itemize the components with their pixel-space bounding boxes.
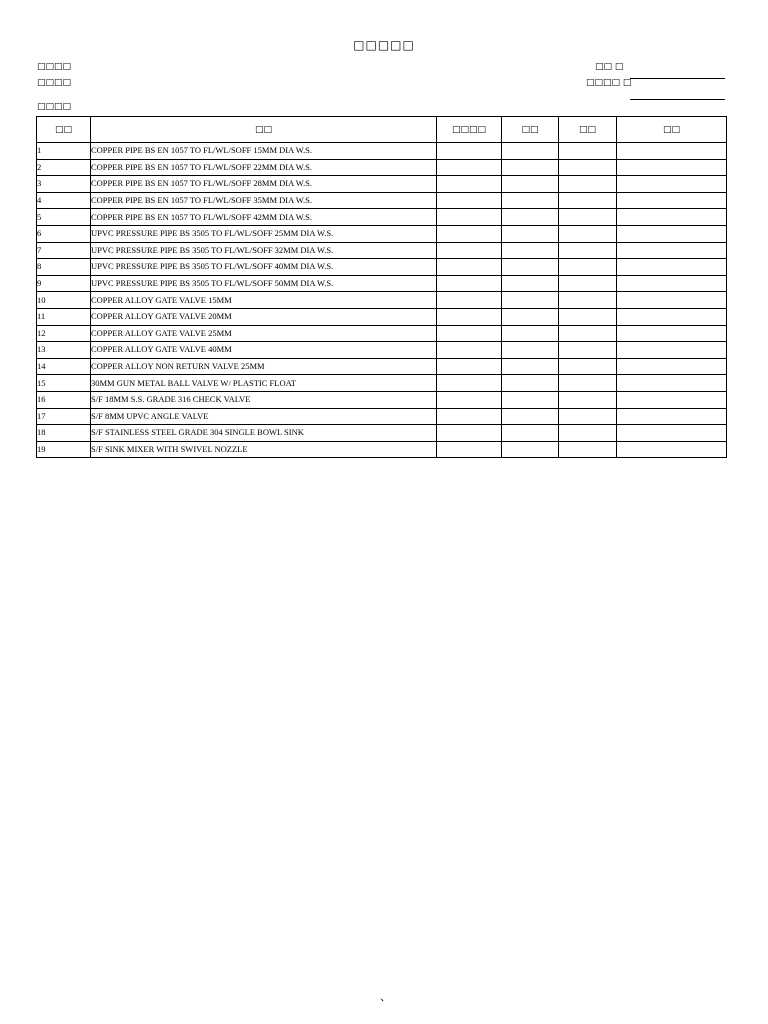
unit-cell: [502, 425, 559, 442]
unit-cell: [502, 391, 559, 408]
item-number-cell: 16: [37, 391, 91, 408]
header-label-2: □□□□: [37, 78, 72, 88]
column-header-description: □□: [91, 117, 437, 143]
table-row: [37, 308, 727, 325]
item-number-cell: 3: [37, 176, 91, 193]
rate-cell: [559, 408, 617, 425]
rate-cell: [559, 342, 617, 359]
item-number-cell: 6: [37, 225, 91, 242]
fill-in-line-1: [630, 78, 725, 79]
item-number-cell: 10: [37, 292, 91, 309]
item-description-cell: S/F STAINLESS STEEL GRADE 304 SINGLE BOWL SINK: [91, 425, 437, 442]
quantity-cell: [437, 143, 502, 160]
item-number-cell: 15: [37, 375, 91, 392]
unit-cell: [502, 209, 559, 226]
rate-cell: [559, 358, 617, 375]
quantity-cell: [437, 342, 502, 359]
amount-cell: [617, 441, 727, 458]
rate-cell: [559, 375, 617, 392]
rate-cell: [559, 176, 617, 193]
quantity-cell: [437, 292, 502, 309]
amount-cell: [617, 176, 727, 193]
footer-mark: 、: [380, 991, 391, 1003]
rate-cell: [559, 391, 617, 408]
rate-cell: [559, 242, 617, 259]
table-body: [37, 143, 727, 458]
table-row: [37, 325, 727, 342]
table-row: [37, 192, 727, 209]
item-description-cell: UPVC PRESSURE PIPE BS 3505 TO FL/WL/SOFF 32MM DIA W.S.: [91, 242, 437, 259]
table-row: [37, 259, 727, 276]
column-header-quantity: □□□□: [437, 117, 502, 143]
item-description-cell: COPPER PIPE BS EN 1057 TO FL/WL/SOFF 42MM DIA W.S.: [91, 209, 437, 226]
quantity-cell: [437, 225, 502, 242]
table-row: [37, 408, 727, 425]
table-row: [37, 209, 727, 226]
quantity-cell: [437, 176, 502, 193]
quantity-cell: [437, 441, 502, 458]
item-description-cell: COPPER ALLOY GATE VALVE 25MM: [91, 325, 437, 342]
amount-cell: [617, 275, 727, 292]
amount-cell: [617, 375, 727, 392]
item-number-cell: 8: [37, 259, 91, 276]
unit-cell: [502, 325, 559, 342]
table-row: [37, 391, 727, 408]
quantity-cell: [437, 209, 502, 226]
item-number-cell: 13: [37, 342, 91, 359]
quantity-cell: [437, 192, 502, 209]
rate-cell: [559, 275, 617, 292]
item-number-cell: 9: [37, 275, 91, 292]
amount-cell: [617, 209, 727, 226]
amount-cell: [617, 425, 727, 442]
header-label-1: □□□□: [37, 62, 72, 72]
quantity-cell: [437, 242, 502, 259]
amount-cell: [617, 143, 727, 160]
unit-cell: [502, 292, 559, 309]
table-row: [37, 176, 727, 193]
column-header-unit: □□: [502, 117, 559, 143]
unit-cell: [502, 441, 559, 458]
quantity-cell: [437, 408, 502, 425]
amount-cell: [617, 342, 727, 359]
unit-cell: [502, 159, 559, 176]
rate-cell: [559, 259, 617, 276]
table-row: [37, 143, 727, 160]
table-row: [37, 159, 727, 176]
item-number-cell: 19: [37, 441, 91, 458]
header-label-3: □□□□: [37, 102, 72, 112]
quantity-cell: [437, 275, 502, 292]
amount-cell: [617, 292, 727, 309]
unit-cell: [502, 375, 559, 392]
table-row: [37, 425, 727, 442]
amount-cell: [617, 308, 727, 325]
item-description-cell: COPPER ALLOY GATE VALVE 20MM: [91, 308, 437, 325]
item-description-cell: COPPER PIPE BS EN 1057 TO FL/WL/SOFF 35MM DIA W.S.: [91, 192, 437, 209]
rate-cell: [559, 441, 617, 458]
amount-cell: [617, 159, 727, 176]
unit-cell: [502, 242, 559, 259]
table-row: [37, 275, 727, 292]
item-description-cell: UPVC PRESSURE PIPE BS 3505 TO FL/WL/SOFF 50MM DIA W.S.: [91, 275, 437, 292]
table-header-row: [37, 117, 727, 143]
item-number-cell: 17: [37, 408, 91, 425]
amount-cell: [617, 225, 727, 242]
item-description-cell: COPPER ALLOY GATE VALVE 40MM: [91, 342, 437, 359]
header-right-label-2: □□□□ □: [586, 78, 632, 88]
amount-cell: [617, 408, 727, 425]
table-row: [37, 342, 727, 359]
rate-cell: [559, 159, 617, 176]
amount-cell: [617, 358, 727, 375]
item-description-cell: COPPER PIPE BS EN 1057 TO FL/WL/SOFF 15MM DIA W.S.: [91, 143, 437, 160]
item-number-cell: 2: [37, 159, 91, 176]
item-number-cell: 18: [37, 425, 91, 442]
rate-cell: [559, 308, 617, 325]
column-header-amount: □□: [617, 117, 727, 143]
unit-cell: [502, 308, 559, 325]
rate-cell: [559, 292, 617, 309]
item-description-cell: COPPER ALLOY GATE VALVE 15MM: [91, 292, 437, 309]
item-description-cell: S/F SINK MIXER WITH SWIVEL NOZZLE: [91, 441, 437, 458]
item-number-cell: 7: [37, 242, 91, 259]
amount-cell: [617, 242, 727, 259]
unit-cell: [502, 143, 559, 160]
amount-cell: [617, 391, 727, 408]
rate-cell: [559, 192, 617, 209]
page-title: □□□□□: [353, 38, 415, 52]
unit-cell: [502, 259, 559, 276]
unit-cell: [502, 192, 559, 209]
column-header-rate: □□: [559, 117, 617, 143]
quantity-cell: [437, 358, 502, 375]
item-description-cell: COPPER PIPE BS EN 1057 TO FL/WL/SOFF 22MM DIA W.S.: [91, 159, 437, 176]
table-row: [37, 358, 727, 375]
header-right-label-1: □□ □: [595, 62, 624, 72]
table-row: [37, 441, 727, 458]
item-description-cell: UPVC PRESSURE PIPE BS 3505 TO FL/WL/SOFF 40MM DIA W.S.: [91, 259, 437, 276]
quantity-cell: [437, 159, 502, 176]
unit-cell: [502, 275, 559, 292]
quantity-cell: [437, 308, 502, 325]
table-row: [37, 292, 727, 309]
item-number-cell: 5: [37, 209, 91, 226]
rate-cell: [559, 325, 617, 342]
rate-cell: [559, 209, 617, 226]
item-description-cell: 30MM GUN METAL BALL VALVE W/ PLASTIC FLOAT: [91, 375, 437, 392]
item-number-cell: 12: [37, 325, 91, 342]
item-number-cell: 14: [37, 358, 91, 375]
items-table: [36, 116, 727, 458]
item-number-cell: 4: [37, 192, 91, 209]
quantity-cell: [437, 259, 502, 276]
fill-in-line-2: [630, 99, 725, 100]
column-header-no: □□: [37, 117, 91, 143]
item-number-cell: 1: [37, 143, 91, 160]
quantity-cell: [437, 391, 502, 408]
table-row: [37, 242, 727, 259]
table-row: [37, 225, 727, 242]
unit-cell: [502, 358, 559, 375]
unit-cell: [502, 408, 559, 425]
rate-cell: [559, 425, 617, 442]
rate-cell: [559, 143, 617, 160]
unit-cell: [502, 342, 559, 359]
quantity-cell: [437, 325, 502, 342]
item-number-cell: 11: [37, 308, 91, 325]
unit-cell: [502, 225, 559, 242]
amount-cell: [617, 325, 727, 342]
amount-cell: [617, 192, 727, 209]
item-description-cell: COPPER ALLOY NON RETURN VALVE 25MM: [91, 358, 437, 375]
item-description-cell: S/F 18MM S.S. GRADE 316 CHECK VALVE: [91, 391, 437, 408]
item-description-cell: COPPER PIPE BS EN 1057 TO FL/WL/SOFF 28MM DIA W.S.: [91, 176, 437, 193]
amount-cell: [617, 259, 727, 276]
item-description-cell: S/F 8MM UPVC ANGLE VALVE: [91, 408, 437, 425]
quantity-cell: [437, 375, 502, 392]
item-description-cell: UPVC PRESSURE PIPE BS 3505 TO FL/WL/SOFF 25MM DIA W.S.: [91, 225, 437, 242]
quantity-cell: [437, 425, 502, 442]
table-row: [37, 375, 727, 392]
unit-cell: [502, 176, 559, 193]
rate-cell: [559, 225, 617, 242]
